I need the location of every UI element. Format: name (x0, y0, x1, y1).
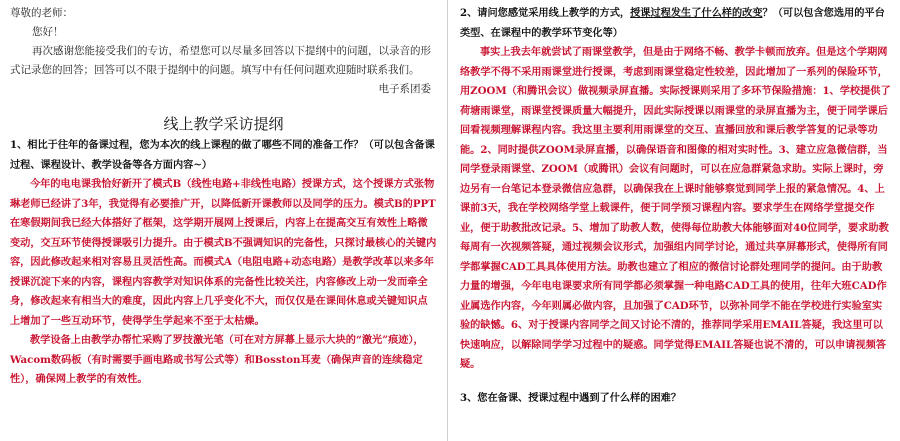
answer-1-paragraph-2: 教学设备上由教学办帮忙采购了罗技激光笔（可在对方屏幕上显示大块的“激光”痕迹），Wacom数码板（有时需要手画电路或书写公式等）和Bosston耳麦（确保声音的连续稳定性），确保网上教学的有效性。 (10, 334, 424, 385)
page-divider (447, 0, 448, 441)
question-2-suffix: ？（可以包含您选用的平台类型、在课程中的教学环节变化等） (460, 7, 885, 39)
letter-signature: 电子系团委 (378, 83, 431, 95)
question-3: 3、您在备课、授课过程中遇到了什么样的困难？ (460, 391, 682, 404)
answer-2: 事实上我去年就尝试了雨课堂教学，但是由于网络不畅、教学卡顿而放弃。但是这个学期网络教学不得不采用雨课堂进行授课，考虑到雨课堂稳定性较差，因此增加了一系列的保险环节，用ZOOM（和腾讯会议）做视频录屏直播。实际授课则采用了多环节保险措施：1、学校提供了荷塘雨课堂，雨课堂授课质量大幅提升，因此实际授课以雨课堂的录屏直播为主，便于同学课后回看视频理解课程内容。我这里主要利用雨课堂的交互、直播回放和课后教学答复的记录等功能。2、同时提供ZOOM录屏直播，以确保语音和图像的相对实时性。3、建立应急微信群，当同学登录雨课堂、ZOOM（或腾讯）会议有问题时，可以在应急群紧急求助。实际上课时，旁边另有一台笔记本登录微信应急群，以确保我在上课时能够察觉到同学上报的紧急情况。4、上课前3天，我在学校网络学堂上载课件，便于同学预习课程内容。要求学生在网络学堂提交作业，便于助教批改记录。5、增加了助教人数，使得每位助教大体能够面对40位同学，要求助教每周有一次视频答疑，通过视频会议形式，加强组内同学讨论，通过共享屏幕形式，使得所有同学都掌握CAD工具具体使用方法。助教也建立了相应的微信讨论群处理同学的提问。由于助教力量的增强，今年电电课要求所有同学都必须掌握一种电路CAD工具的使用，往年大班CAD作业属选作内容，今年则属必做内容，且加强了CAD环节，以弥补同学不能在学校进行实验室实验的缺憾。6、对于授课内容同学之间又讨论不清的，推荐同学采用EMAIL答疑，我这里可以快速响应，以解除同学学习过程中的疑惑。同学觉得EMAIL答疑也说不清的，可以申请视频答疑。 (460, 46, 891, 370)
right-page (452, 0, 900, 441)
question-2 (460, 4, 892, 43)
answer-1-paragraph-1: 今年的电电课我恰好新开了模式B（线性电路+非线性电路）授课方式，这个授课方式张物琳老师已经讲了3年，我觉得有必要推广开，以降低新开课教师以及同学的压力。模式B的PPT在寒假期间我已经大体搭好了框架，这学期开展网上授课后，内容上在提高交互有效性上略微变动，交互环节使得授课吸引力提升。由于模式B不强调知识的完备性，只探讨最核心的关键内容，因此修改起来相对容易且灵活性高。而模式A（电阻电路+动态电路）是教学改革以来多年授课沉淀下来的内容，课程内容教学对知识体系的完备性比较关注，内容修改上动一发而牵全身，修改起来有相当大的难度，因此内容上几乎变化不大，而仅仅是在课间休息或关键知识点上增加了一些互动环节，使得学生学起来不至于太枯燥。 (10, 178, 437, 327)
question-2-prefix: 2、请问您感觉采用线上教学的方式， (460, 7, 631, 19)
left-page (0, 0, 445, 441)
invitation-letter (10, 4, 437, 99)
letter-greeting: 尊敬的老师： (10, 7, 73, 19)
letter-body: 再次感谢您能接受我们的专访，希望您可以尽量多回答以下提纲中的问题，以录音的形式记录您的回答；回答可以不限于提纲中的问题。填写中有任何问题欢迎随时联系我们。 (10, 45, 431, 76)
page-title: 线上教学采访提纲 (163, 115, 284, 133)
question-2-underlined: 授课过程发生了什么样的改变 (630, 7, 763, 19)
question-1: 1、相比于往年的备课过程，您为本次的线上课程的做了哪些不同的准备工作？（可以包含备课过程、课程设计、教学设备等各方面内容~） (10, 139, 435, 171)
letter-salutation: 您好！ (32, 26, 64, 38)
